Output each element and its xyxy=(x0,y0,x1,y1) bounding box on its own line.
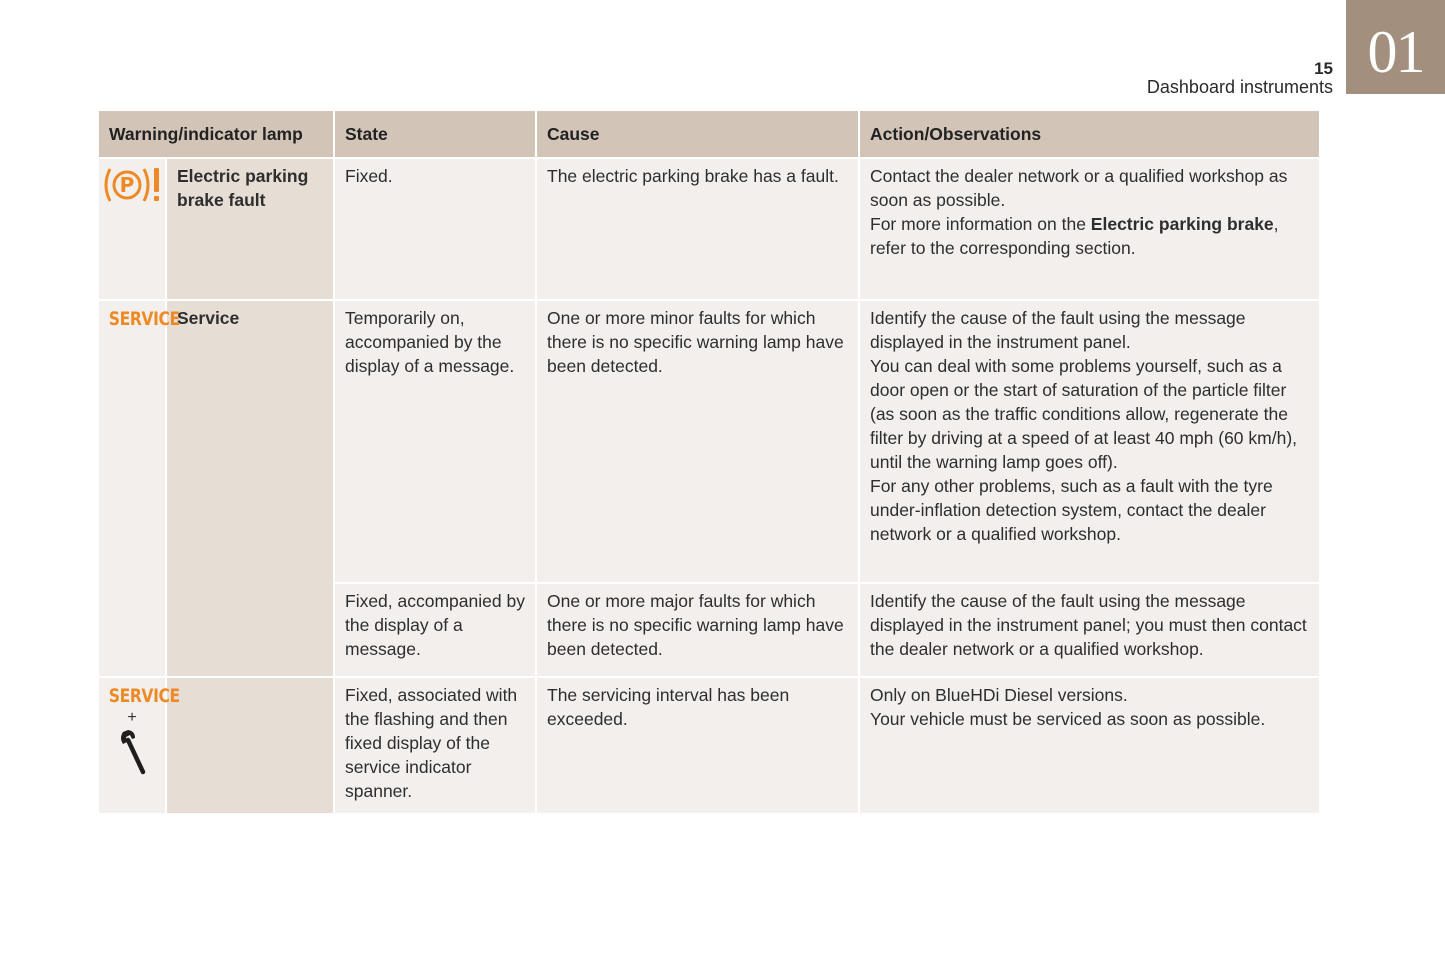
cause-cell: The electric parking brake has a fault. xyxy=(537,159,858,299)
action-text: Contact the dealer network or a qualified workshop as soon as possible. xyxy=(870,166,1288,210)
cause-cell: The servicing interval has been exceeded. xyxy=(537,678,858,813)
lamp-icon-cell xyxy=(99,301,180,676)
chapter-tab: 01 xyxy=(1346,0,1445,94)
table-row xyxy=(99,159,1319,299)
warning-lamp-table xyxy=(97,109,1321,815)
lamp-icon-cell xyxy=(99,678,180,813)
action-text: You can deal with some problems yourself, such as a door open or the start of saturation of the particle filter (as soon as the traffic conditions allow, regenerate the filter by driving at a speed of at least 40 mph (60 km/h), until the warning lamp goes off). xyxy=(870,356,1298,472)
action-text: For any other problems, such as a fault with the tyre under-inflation detection system, contact the dealer network or a qualified workshop. xyxy=(870,476,1273,544)
table-header-row xyxy=(99,111,1319,157)
table-row xyxy=(99,678,1319,813)
column-header-state: State xyxy=(335,111,535,157)
cause-cell: One or more minor faults for which there is no specific warning lamp have been detected. xyxy=(537,301,858,582)
service-warning-icon: SERVICE xyxy=(108,308,180,330)
column-header-cause: Cause xyxy=(537,111,858,157)
service-warning-icon: SERVICE xyxy=(108,685,180,707)
state-cell: Fixed, accompanied by the display of a message. xyxy=(335,584,535,676)
state-cell: Fixed, associated with the flashing and then fixed display of the service indicator spanner. xyxy=(335,678,535,813)
table-row xyxy=(99,301,1319,582)
svg-text:P: P xyxy=(119,173,135,197)
action-cell xyxy=(860,678,1319,813)
cause-cell: One or more major faults for which there is no specific warning lamp have been detected. xyxy=(537,584,858,676)
state-cell: Fixed. xyxy=(335,159,535,299)
state-cell: Temporarily on, accompanied by the display of a message. xyxy=(335,301,535,582)
parking-brake-fault-icon xyxy=(101,173,163,209)
section-title: Dashboard instruments xyxy=(1146,77,1333,97)
action-text: Identify the cause of the fault using the message displayed in the instrument panel. xyxy=(870,308,1246,352)
column-header-action: Action/Observations xyxy=(860,111,1319,157)
action-reference: For more information on the Electric parking brake, refer to the corresponding section. xyxy=(870,214,1279,258)
spanner-icon xyxy=(101,728,163,782)
plus-sign: + xyxy=(127,709,137,726)
lamp-name: Electric parking brake fault xyxy=(167,159,333,299)
action-cell xyxy=(860,301,1319,582)
action-text: Your vehicle must be serviced as soon as possible. xyxy=(870,709,1266,729)
action-cell xyxy=(860,584,1319,676)
action-text: Only on BlueHDi Diesel versions. xyxy=(870,685,1128,705)
column-header-lamp: Warning/indicator lamp xyxy=(99,111,333,157)
page-number: 15 xyxy=(1314,59,1333,78)
lamp-name-empty xyxy=(167,678,333,813)
lamp-name: Service xyxy=(167,301,333,676)
action-text: Identify the cause of the fault using the message displayed in the instrument panel; you must then contact the dealer network or a qualified workshop. xyxy=(870,591,1307,659)
lamp-icon-cell xyxy=(99,159,165,299)
action-reference-bold: Electric parking brake xyxy=(1090,214,1274,234)
action-cell xyxy=(860,159,1319,299)
